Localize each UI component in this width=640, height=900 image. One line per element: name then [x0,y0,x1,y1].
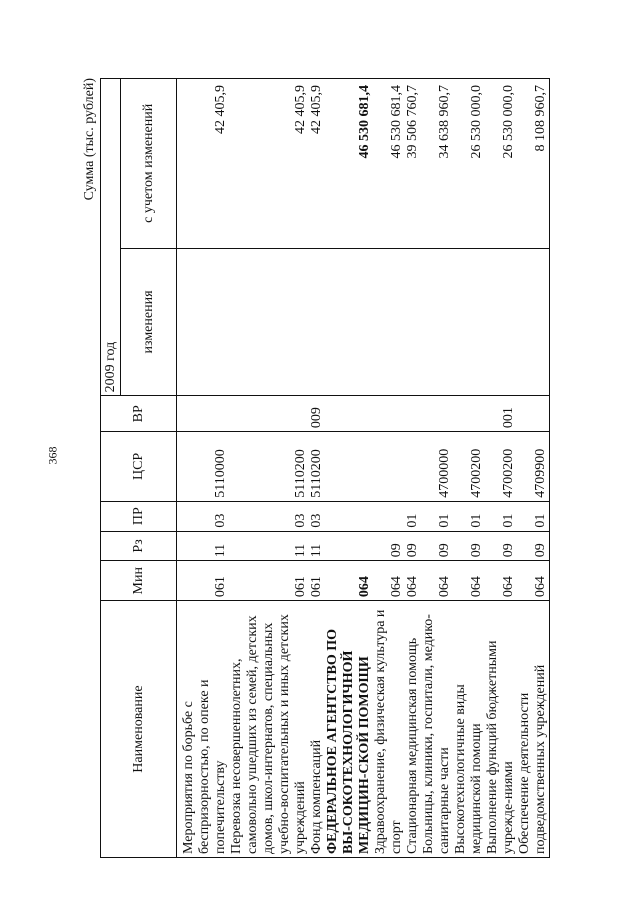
row-name: Больницы, клиники, госпитали, медико-санитарные части [421,601,453,858]
row-rz: 09 [453,531,485,561]
row-pr: 03 [309,501,325,531]
row-pr: 01 [485,501,517,531]
row-rz: 11 [177,531,230,561]
row-name: Перевозка несовершеннолетних, самовольно ушедших из семей, детских домов, школ-интернатов, специальных учебно-воспитательных и иных детских учреждений [229,601,309,858]
table-row [421,79,453,858]
row-rz: 09 [373,531,405,561]
row-vr [325,396,373,432]
row-csr: 5110000 [177,432,230,502]
header-changes: изменения [121,248,177,396]
header-min: Мин [101,561,177,601]
header-with-changes: с учетом изменений [121,79,177,249]
row-rz: 09 [517,531,550,561]
row-rz: 11 [229,531,309,561]
table-row [405,79,421,858]
table-row [325,79,373,858]
table-row [177,79,230,858]
row-changes [229,248,309,396]
row-vr [373,396,405,432]
header-csr: ЦСР [101,432,177,502]
row-min: 064 [421,561,453,601]
row-min: 064 [453,561,485,601]
row-name: Высокотехнологичные виды медицинской помощи [453,601,485,858]
header-name: Наименование [101,601,177,858]
header-pr: ПР [101,501,177,531]
row-vr: 001 [485,396,517,432]
row-total: 26 530 000,0 [485,79,517,249]
row-vr [517,396,550,432]
row-total: 26 530 000,0 [453,79,485,249]
row-vr: 009 [309,396,325,432]
table-header [101,79,177,858]
row-min: 064 [517,561,550,601]
row-min: 064 [485,561,517,601]
header-year: 2009 год [101,79,121,396]
row-min: 061 [177,561,230,601]
row-total: 46 530 681,4 [325,79,373,249]
row-rz: 09 [405,531,421,561]
row-changes [485,248,517,396]
row-total: 42 405,9 [177,79,230,249]
budget-table [100,78,550,858]
row-min: 064 [405,561,421,601]
row-name: Обеспечение деятельности подведомственных учреждений [517,601,550,858]
row-name: Фонд компенсаций [309,601,325,858]
row-pr: 01 [405,501,421,531]
row-changes [309,248,325,396]
row-rz: 09 [421,531,453,561]
page-number: 368 [45,446,60,465]
row-name: Здравоохранение, физическая культура и спорт [373,601,405,858]
table-row [453,79,485,858]
row-name: ФЕДЕРАЛЬНОЕ АГЕНТСТВО ПО ВЫ-СОКОТЕХНОЛОГИЧНОЙ МЕДИЦИН-СКОЙ ПОМОЩИ [325,601,373,858]
row-rz: 11 [309,531,325,561]
row-csr: 4700200 [453,432,485,502]
row-min: 064 [325,561,373,601]
table-row [229,79,309,858]
row-total: 8 108 960,7 [517,79,550,249]
row-total: 42 405,9 [309,79,325,249]
row-pr: 01 [517,501,550,531]
row-changes [325,248,373,396]
row-changes [517,248,550,396]
row-name: Выполнение функций бюджетными учрежде-ниями [485,601,517,858]
row-pr: 03 [177,501,230,531]
row-vr [177,396,230,432]
row-changes [453,248,485,396]
row-pr: 01 [453,501,485,531]
row-rz: 09 [485,531,517,561]
row-vr [229,396,309,432]
row-total: 34 638 960,7 [421,79,453,249]
table-row [309,79,325,858]
row-name: Стационарная медицинская помощь [405,601,421,858]
table-row [517,79,550,858]
row-min: 061 [309,561,325,601]
row-min: 061 [229,561,309,601]
row-name: Мероприятия по борьбе с беспризорностью, по опеке и попечительству [177,601,230,858]
row-csr: 5110200 [229,432,309,502]
row-rz [325,531,373,561]
units-caption: Сумма (тыс. рублей) [82,78,97,201]
row-pr: 01 [421,501,453,531]
row-csr: 4700000 [421,432,453,502]
row-vr [405,396,421,432]
rotated-page [82,78,560,858]
row-pr [373,501,405,531]
row-changes [421,248,453,396]
row-csr [325,432,373,502]
row-total: 46 530 681,4 [373,79,405,249]
row-changes [373,248,405,396]
row-pr: 03 [229,501,309,531]
row-csr [405,432,421,502]
row-total: 42 405,9 [229,79,309,249]
row-csr: 5110200 [309,432,325,502]
row-csr: 4700200 [485,432,517,502]
row-min: 064 [373,561,405,601]
row-csr: 4709900 [517,432,550,502]
header-rz: Рз [101,531,177,561]
row-changes [405,248,421,396]
row-changes [177,248,230,396]
table-body [177,79,550,858]
row-vr [453,396,485,432]
row-pr [325,501,373,531]
row-vr [421,396,453,432]
table-row [373,79,405,858]
row-csr [373,432,405,502]
row-total: 39 506 760,7 [405,79,421,249]
table-row [485,79,517,858]
header-vr: ВР [101,396,177,432]
